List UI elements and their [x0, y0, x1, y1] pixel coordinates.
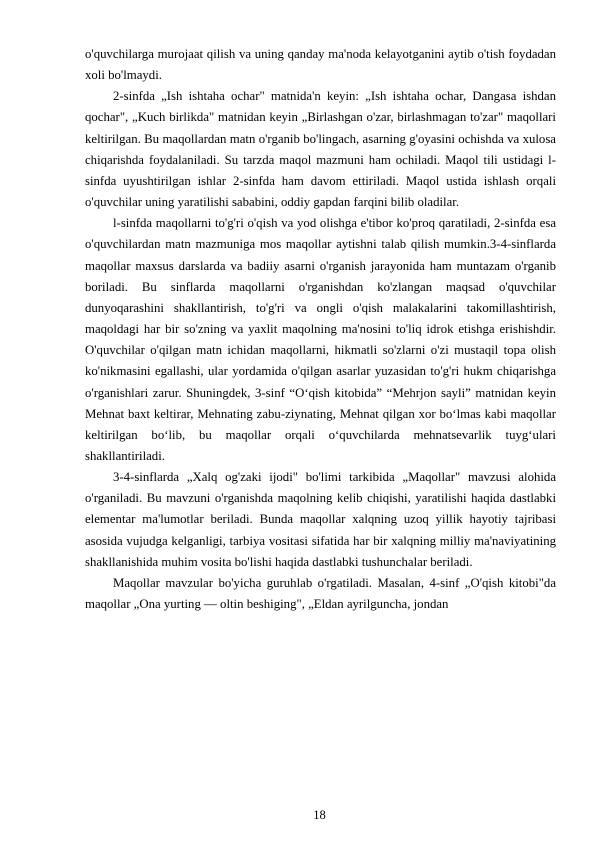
page-number: 18: [313, 808, 326, 822]
paragraph-5: Maqollar mavzular bo'yicha guruhlab o'rgatiladi. Masalan, 4-sinf „O'qish kitobi"da maqollar „Ona yurting — oltin beshiging", „Eldan ayrilguncha, jondan: [85, 575, 556, 612]
paragraph-2: 2-sinfda „Ish ishtaha ochar" matnida'n keyin: „Ish ishtaha ochar, Dangasa ishdan qochar", „Kuch birlikda" matnidan keyin „Birlashgan o'zar, birlashmagan to'zar" maqollari keltirilgan. Bu maqollardan matn o'rganib bo'lingach, asarning g'oyasini ochishda va xulosa chiqarishda foydalaniladi. Su tarzda maqol mazmuni ham ochiladi. Maqol tili ustidagi l-sinfda uyushtirilgan ishlar 2-sinfda ham davom ettiriladi. Maqol ustida ishlash orqali o'quvchilar uning yaratilishi sababini, oddiy gapdan farqini bilib oladilar.: [85, 89, 556, 210]
document-page: [85, 44, 556, 615]
paragraph-4: 3-4-sinflarda „Xalq og'zaki ijodi" bo'limi tarkibida „Maqollar" mavzusi alohida o'rganiladi. Bu mavzuni o'rganishda maqolning kelib chiqishi, yaratilishi haqida dastlabki elementar ma'lumotlar beriladi. Bunda maqollar xalqning uzoq yillik hayotiy tajribasi asosida vujudga kelganligi, tarbiya vositasi sifatida har bir xalqning milliy ma'naviyatining shakllanishida muhim vosita bo'lishi haqida dastlabki tushunchalar beriladi.: [85, 470, 556, 569]
paragraph-3: l-sinfda maqollarni to'g'ri o'qish va yod olishga e'tibor ko'proq qaratiladi, 2-sinfda esa o'quvchilardan matn mazmuniga mos maqollar aytishni talab qilish mumkin.3-4-sinflarda maqollar maxsus darslarda va badiiy asarni o'rganish jarayonida ham muntazam o'rganib boriladi. Bu sinflarda maqollarni o'rganishdan ko'zlangan maqsad o'quvchilar dunyoqarashini shakllantirish, to'g'ri va ongli o'qish malakalarini takomillashtirish, maqoldagi har bir so'zning va yaxlit maqolning ma'nosini to'liq idrok etishga erishishdir. O'quvchilar o'qilgan matn ichidan maqollarni, hikmatli so'zlarni o'zi mustaqil topa olish ko'nikmasini egallashi, ular yordamida o'qilgan asarlar yuzasidan to'g'ri hukm chiqarishga o'rganishlari zarur. Shuningdek, 3-sinf “O‘qish kitobida” “Mehrjon sayli” matnidan keyin Mehnat baxt keltirar, Mehnating zabu-ziynating, Mehnat qilgan xor bo‘lmas kabi maqollar keltirilgan bo‘lib, bu maqollar orqali o‘quvchilarda mehnatsevarlik tuyg‘ulari shakllantiriladi.: [85, 216, 556, 463]
paragraph-1: o'quvchilarga murojaat qilish va uning qanday ma'noda kelayotganini aytib o'tish foydadan xoli bo'lmaydi.: [85, 47, 556, 83]
